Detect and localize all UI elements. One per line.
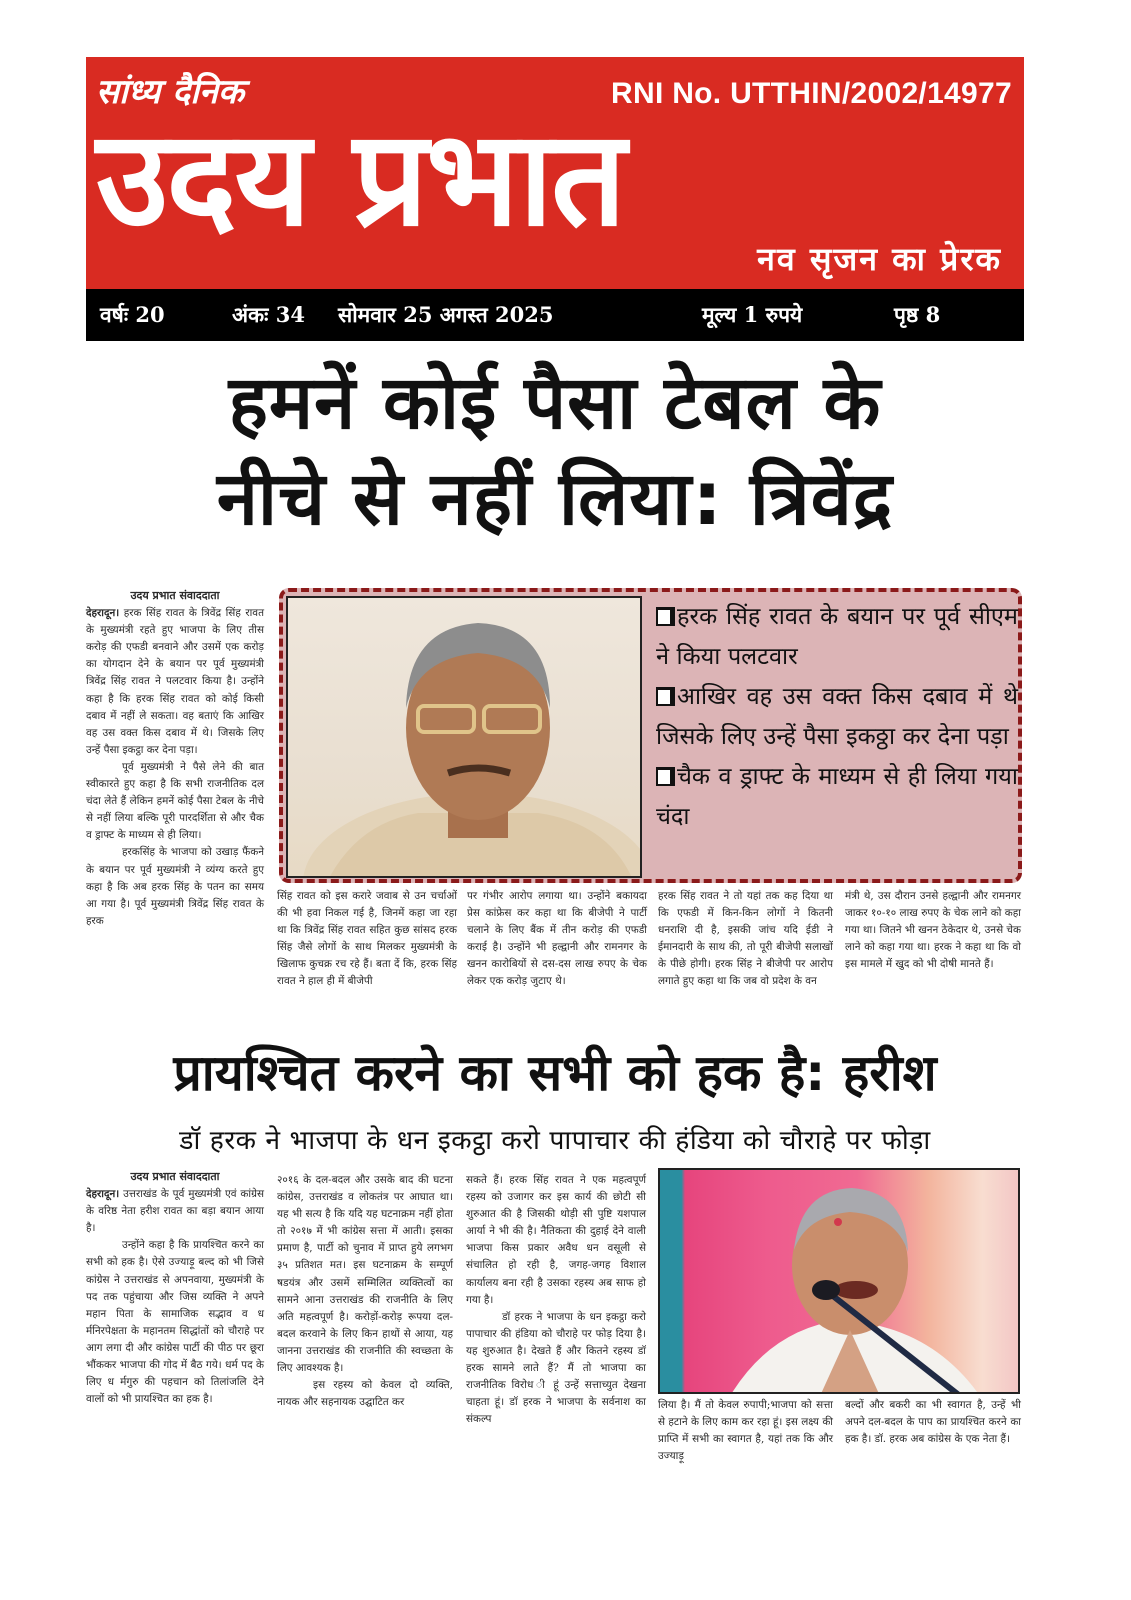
masthead-slogan: नव सृजन का प्रेरक [757,240,1002,278]
story1-paragraph: पर गंभीर आरोप लगाया था। उन्होंने बकायदा प्रेस कांफ्रेस कर कहा था कि बीजेपी ने पार्टी चलाने के लिए बैंक में तीन करोड़ की एफडी कराई है। उन्होंने भी हल्द्वानी और रामनगर के खनन कारोबियों से दस-दस लाख रुपए के चेक लेकर एक करोड़ जुटाए थे। [467,890,647,988]
highlights-list [656,596,1018,836]
masthead-tagline: सांध्य दैनिक [96,72,244,112]
story1-column-2 [277,888,457,991]
story1-dateline: देहरादून। [86,607,120,620]
checkbox-bullet-icon [656,687,675,706]
story1-headline-line2: नीचे से नहीं लिया: त्रिवेंद्र [216,456,894,542]
portrait-image [288,598,642,878]
story2-paragraph: इस रहस्य को केवल दो व्यक्ति, नायक और सहनायक उद्घाटित कर [277,1379,453,1409]
story2-paragraph: उत्तराखंड के पूर्व मुख्यमंत्री एवं कांग्रेस के वरिष्ठ नेता हरीश रावत का बड़ा बयान आया है। [86,1188,264,1235]
story2-column-5 [845,1397,1021,1448]
story1-paragraph: हरक सिंह रावत के त्रिवेंद्र सिंह रावत के मुख्यमंत्री रहते हुए भाजपा के लिए तीस करोड़ की एफडी बनवाने और उसमें एक करोड़ का योगदान देने के बयान पर पूर्व मुख्यमंत्री त्रिवेंद्र सिंह रावत ने पलटवार किया है। उन्होंने कहा है कि हरक सिंह रावत को कोई किसी दबाव में नहीं ले सकता। वह बताएं कि आखिर वह उस वक्त किस दबाव में थे। जिसके लिए उन्हें पैसा इकट्ठा कर देना पड़ा। [86,607,264,756]
highlight-item: चैक व ड्राफ्ट के माध्यम से ही लिया गया चंदा [656,762,1018,830]
edition-date: सोमवार 25 अगस्त 2025 [338,302,554,327]
story1-paragraph: हरकसिंह के भाजपा को उखाड़ फैंकने के बयान पर पूर्व मुख्यमंत्री ने व्यंग्य करते हुए कहा है कि अब हरक सिंह के पतन का समय आ गया है। पूर्व मुख्यमंत्री त्रिवेंद्र सिंह रावत के हरक [86,846,264,927]
story2-paragraph: उन्होंने कहा है कि प्रायश्चित करने का सभी को हक है। ऐसे उज्याड़ू बल्द को भी जिसे कांग्रेस ने उत्तराखंड से अपनवाया, मुख्यमंत्री के पद तक पहुंचाया और जिस व्यक्ति ने अपने महान पिता के सामाजिक सद्भाव व ध र्मनिरपेक्षता के महानतम सिद्धांतों को चौराहे पर आग लगा दी और कांग्रेस पार्टी की पीठ पर छूरा भौंककर भाजपा की गोद में बैठ गये। धर्म पद के लिए ध र्मगुरु की पहचान को तिलांजलि देने वालों को भी प्रायश्चित का हक है। [86,1239,264,1406]
newspaper-title: उदय प्रभात [96,102,625,256]
edition-info-bar [86,289,1024,341]
story2-paragraph: लिया है। मैं तो केवल रुपापी;भाजपा को सत्ता से हटाने के लिए काम कर रहा हूं। इस लक्ष्य की प्राप्ति में सभी का स्वागत है, यहां तक कि और उज्याड़ू [658,1399,833,1463]
rni-number: RNI No. UTTHIN/2002/14977 [611,77,1012,110]
edition-price: मूल्य 1 रुपये [702,302,803,327]
edition-issue: अंकः 34 [232,302,305,327]
story1-column-5 [845,888,1021,973]
checkbox-bullet-icon [656,607,675,626]
story2-paragraph: बल्दों और बकरी का भी स्वागत है, उन्हें भी अपने दल-बदल के पाप का प्रायश्चित करने का हक है। डॉ. हरक अब कांग्रेस के एक नेता हैं। [845,1399,1021,1446]
edition-pages: पृष्ठ 8 [894,302,941,327]
story2-paragraph: २०१६ के दल-बदल और उसके बाद की घटना कांग्रेस, उत्तराखंड व लोकतंत्र पर आघात था। यह भी सत्य है कि यदि यह घटनाक्रम नहीं होता तो २०१७ में भी कांग्रेस सत्ता में आती। इसका प्रमाण है, पार्टी को चुनाव में प्राप्त हुये लगभग ३५ प्रतिशत मत। इस घटनाक्रम के सम्पूर्ण षडयंत्र और उसमें सम्मिलित व्यक्तित्वों का सामने आना उत्तराखंड की राजनीति के लिए अति महत्वपूर्ण है। करोड़ों-करोड़ रूपया दल-बदल करवाने के लिए किन हाथों से आया, यह जानना उत्तराखंड की राजनीति की स्वच्छता के लिए आवश्यक है। [277,1174,453,1375]
story2-dateline: देहरादून। [86,1188,120,1201]
story2-paragraph: सकते हैं। हरक सिंह रावत ने एक महत्वपूर्ण रहस्य को उजागर कर इस कार्य की छोटी सी शुरुआत की है जिसकी थोड़ी सी पुष्टि यशपाल आर्या ने भी की है। नैतिकता की दुहाई देने वाली भाजपा किस प्रकार अवैध धन वसूली से संचालित हो रही है, जगह-जगह विशाल कार्यालय बना रही है उसका रहस्य अब साफ हो गया है। [466,1174,646,1306]
story2-byline: उदय प्रभात संवाददाता [130,1170,220,1183]
story2-column-2 [277,1172,453,1411]
portrait-image [660,1170,1020,1394]
trivendra-photo [286,596,642,878]
checkbox-bullet-icon [656,767,675,786]
masthead [86,57,1024,289]
story1-paragraph: पूर्व मुख्यमंत्री ने पैसे लेने की बात स्वीकारते हुए कहा है कि सभी राजनीतिक दल चंदा लेते हैं लेकिन हमनें कोई पैसा टेबल के नीचे से नहीं लिया बल्कि पूरी पारदर्शिता से और चैक व ड्राफ्ट के माध्यम से ही लिया। [86,760,264,842]
highlight-item: आखिर वह उस वक्त किस दबाव में थे जिसके लिए उन्हें पैसा इकठ्ठा कर देना पड़ा [656,682,1018,750]
story1-paragraph: सिंह रावत को इस करारे जवाब से उन चर्चाओं की भी हवा निकल गई है, जिनमें कहा जा रहा था कि त्रिवेंद्र सिंह रावत सहित कुछ सांसद हरक सिंह जैसे लोगों के साथ मिलकर मुख्यमंत्री के खिलाफ कुचक्र रच रहे हैं। बता दें कि, हरक सिंह रावत ने हाल ही में बीजेपी [277,890,457,988]
story2-column-3 [466,1172,646,1428]
highlight-item: हरक सिंह रावत के बयान पर पूर्व सीएम ने किया पलटवार [656,602,1018,670]
story1-headline-line1: हमनें कोई पैसा टेबल के [228,360,882,446]
story1-byline: उदय प्रभात संवाददाता [130,589,220,602]
story2-paragraph: डॉ हरक ने भाजपा के धन इकट्ठा करो पापाचार की हंडिया को चौराहे पर फोड़ दिया है। यह शुरुआत है। देखते हैं और कितने रहस्य डॉ हरक सामने लाते हैं? मैं तो भाजपा का राजनीतिक विरोध ी हूं उन्हें सत्ताच्युत देखना चाहता हूं। डॉ हरक ने भाजपा के सर्वनाश का संकल्प [466,1310,646,1426]
story1-column-1 [86,587,264,930]
harish-photo [658,1168,1020,1394]
story1-column-4 [658,888,833,991]
story1-column-3 [467,888,647,991]
story2-headline: प्रायश्चित करने का सभी को हक है: हरीश [173,1044,937,1102]
story2-subheadline: डॉ हरक ने भाजपा के धन इकट्ठा करो पापाचार की हंडिया को चौराहे पर फोड़ा [179,1125,931,1156]
story2-column-4 [658,1397,833,1465]
edition-year: वर्षः 20 [100,302,165,327]
story1-paragraph: हरक सिंह रावत ने तो यहां तक कह दिया था कि एफडी में किन-किन लोगों ने कितनी धनराशि दी है, इसकी जांच यदि ईडी ने ईमानदारी के साथ की, तो पूरी बीजेपी सलाखों के पीछे होगी। हरक सिंह ने बीजेपी पर आरोप लगाते हुए कहा था कि जब वो प्रदेश के वन [658,890,833,988]
story1-paragraph: मंत्री थे, उस दौरान उनसे हल्द्वानी और रामनगर जाकर १०-१० लाख रुपए के चेक लाने को कहा गया था। जितने भी खनन ठेकेदार थे, उनसे चेक लाने को कहा गया था। हरक ने कहा था कि वो इस मामले में खुद को भी दोषी मानते हैं। [845,890,1021,971]
story1-headline [86,355,1024,547]
story2-column-1 [86,1168,264,1408]
